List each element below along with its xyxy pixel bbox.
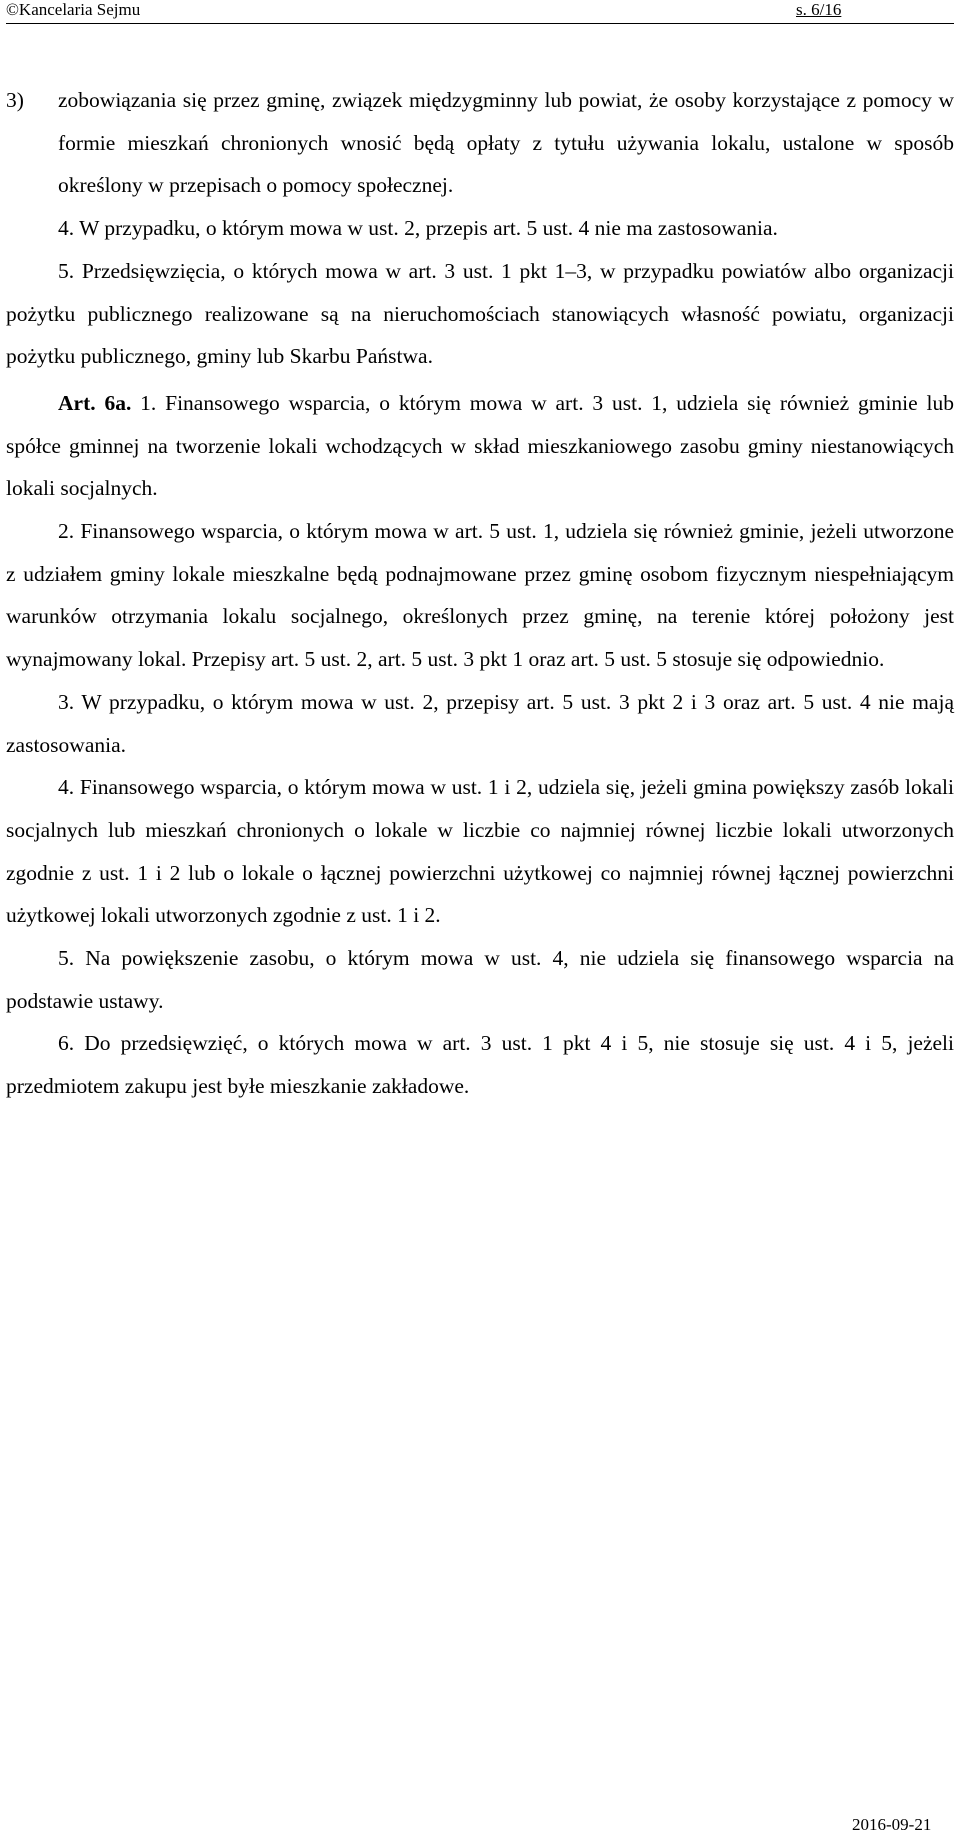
- article-6a-ust-3: 3. W przypadku, o którym mowa w ust. 2, przepisy art. 5 ust. 3 pkt 2 i 3 oraz art. 5 ust. 4 nie mają zastosowania.: [6, 689, 954, 757]
- article-6a-ust-2: 2. Finansowego wsparcia, o którym mowa w art. 5 ust. 1, udziela się również gminie, jeżeli utworzone z udziałem gminy lokale mieszkalne będą podnajmowane przez gminę osobom fizycznym niespełniającym warunków otrzymania lokalu socjalnego, określonych przez gminę, na terenie której położony jest wynajmowany lokal. Przepisy art. 5 ust. 2, art. 5 ust. 3 pkt 1 oraz art. 5 ust. 5 stosuje się odpowiednio.: [6, 519, 954, 672]
- article-6a-ust-6: 6. Do przedsięwzięć, o których mowa w art. 3 ust. 1 pkt 4 i 5, nie stosuje się ust. 4 i 5, jeżeli przedmiotem zakupu jest byłe mieszkanie zakładowe.: [6, 1031, 954, 1099]
- page-number: s. 6/16: [796, 0, 842, 19]
- article-6a-ust-1: [6, 382, 954, 510]
- article-6a-ust-1-text: 1. Finansowego wsparcia, o którym mowa w art. 3 ust. 1, udziela się również gminie lub spółce gminnej na tworzenie lokali wchodzących w skład mieszkaniowego zasobu gminy niestanowiących lokali socjalnych.: [6, 390, 954, 501]
- footer-date: 2016-09-21: [852, 1815, 932, 1834]
- article-6a-ust-5: 5. Na powiększenie zasobu, o którym mowa w ust. 4, nie udziela się finansowego wsparcia na podstawie ustawy.: [6, 946, 954, 1013]
- article-6a-label: Art. 6a.: [58, 390, 132, 415]
- point-3-number: 3): [6, 88, 24, 112]
- paragraph-ust-5: 5. Przedsięwzięcia, o których mowa w art. 3 ust. 1 pkt 1–3, w przypadku powiatów albo organizacji pożytku publicznego realizowane są na nieruchomościach stanowiących własność powiatu, organizacji pożytku publicznego, gminy lub Skarbu Państwa.: [6, 258, 954, 369]
- document-body: [6, 79, 954, 1108]
- paragraph-ust-4: 4. W przypadku, o którym mowa w ust. 2, przepis art. 5 ust. 4 nie ma zastosowania.: [58, 216, 778, 241]
- article-6a-ust-4: 4. Finansowego wsparcia, o którym mowa w ust. 1 i 2, udziela się, jeżeli gmina powiększy zasób lokali socjalnych lub mieszkań chronionych o lokale w liczbie co najmniej równej liczbie lokali utworzonych zgodnie z ust. 1 i 2 lub o lokale o łącznej powierzchni użytkowej co najmniej równej łącznej powierzchni użytkowej lokali utworzonych zgodnie z ust. 1 i 2.: [6, 775, 954, 928]
- point-3-text: zobowiązania się przez gminę, związek międzygminny lub powiat, że osoby korzystające z pomocy w formie mieszkań chronionych wnosić będą opłaty z tytułu używania lokalu, ustalone w sposób określony w przepisach o pomocy społecznej.: [58, 88, 954, 198]
- header-divider: [6, 23, 954, 24]
- copyright-notice: ©Kancelaria Sejmu: [6, 0, 141, 19]
- point-3: [6, 79, 954, 207]
